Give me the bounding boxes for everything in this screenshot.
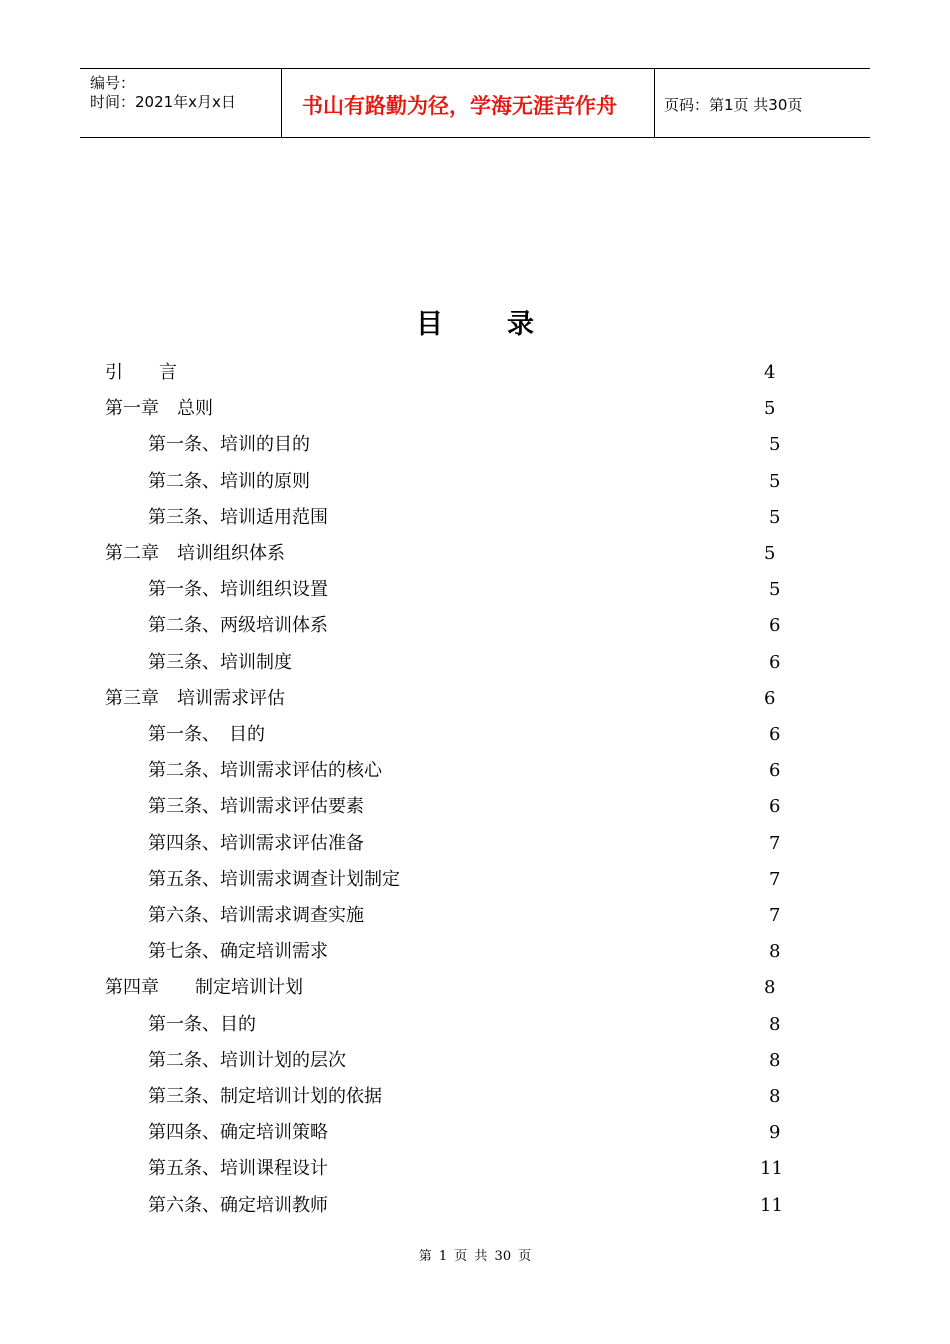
toc-article-row[interactable] xyxy=(148,1085,800,1109)
toc-entry-page: 8 xyxy=(769,1013,781,1035)
toc-article-row[interactable] xyxy=(148,433,800,457)
toc-entry-title: 第七条、确定培训需求 xyxy=(148,941,328,963)
toc-article-row[interactable] xyxy=(148,940,800,964)
toc-article-row[interactable] xyxy=(148,578,800,602)
toc-article-row[interactable] xyxy=(148,470,800,494)
toc-article-row[interactable] xyxy=(148,1013,800,1037)
toc-entry-title: 第一条、培训的目的 xyxy=(148,434,310,456)
toc-chapter-row[interactable] xyxy=(105,687,800,711)
toc-entry-title: 第二条、培训需求评估的核心 xyxy=(148,760,382,782)
toc-entry-title: 第四章 制定培训计划 xyxy=(105,977,303,999)
toc-entry-title: 第一条、目的 xyxy=(148,1013,256,1035)
toc-article-row[interactable] xyxy=(148,759,800,783)
toc-entry-title: 第三条、培训适用范围 xyxy=(148,506,328,528)
toc-entry-page: 5 xyxy=(769,434,781,456)
toc-entry-title: 第四条、培训需求评估准备 xyxy=(148,832,364,854)
toc-chapter-row[interactable] xyxy=(105,361,800,385)
toc-entry-title: 第三条、制定培训计划的依据 xyxy=(148,1086,382,1107)
toc-entry-page: 11 xyxy=(760,1158,783,1180)
toc-entry-page: 7 xyxy=(769,905,781,926)
toc-article-row[interactable] xyxy=(148,651,800,675)
toc-entry-title: 第四条、确定培训策略 xyxy=(148,1122,328,1144)
toc-entry-page: 8 xyxy=(769,941,781,963)
toc-article-row[interactable] xyxy=(148,868,800,892)
toc-entry-page: 6 xyxy=(769,724,781,745)
toc-entry-page: 5 xyxy=(769,506,781,528)
toc-entry-title: 第五条、培训课程设计 xyxy=(148,1158,328,1180)
toc-entry-title: 第六条、确定培训教师 xyxy=(148,1194,328,1216)
toc-entry-title: 第二条、培训计划的层次 xyxy=(148,1049,346,1071)
toc-entry-title: 第一条、 目的 xyxy=(148,724,265,745)
toc-article-row[interactable] xyxy=(148,1121,800,1145)
toc-entry-title: 第三章 培训需求评估 xyxy=(105,687,285,709)
header-motto: 书山有路勤为径，学海无涯苦作舟 xyxy=(302,94,617,118)
toc-entry-page: 8 xyxy=(769,1086,781,1107)
toc-entry-title: 第二条、两级培训体系 xyxy=(148,615,328,637)
document-number-label: 编号： xyxy=(90,74,136,92)
toc-entry-page: 6 xyxy=(764,687,776,709)
toc-entry-title: 第二条、培训的原则 xyxy=(148,470,310,492)
toc-entry-page: 4 xyxy=(764,362,776,383)
toc-entry-title: 第二章 培训组织体系 xyxy=(105,543,285,564)
toc-entry-title: 第五条、培训需求调查计划制定 xyxy=(148,868,400,890)
toc-article-row[interactable] xyxy=(148,795,800,819)
toc-entry-page: 6 xyxy=(769,651,781,673)
toc-entry-page: 6 xyxy=(769,796,781,818)
toc-entry-title: 第一章 总则 xyxy=(105,398,213,420)
page-footer: 第 1 页 共 30 页 xyxy=(418,1249,532,1264)
toc-entry-page: 5 xyxy=(769,470,781,492)
toc-entry-page: 5 xyxy=(764,543,776,564)
toc-article-row[interactable] xyxy=(148,723,800,747)
toc-entry-title: 第一条、培训组织设置 xyxy=(148,579,328,601)
toc-entry-page: 5 xyxy=(769,579,781,601)
toc-article-row[interactable] xyxy=(148,1157,800,1181)
toc-entry-page: 6 xyxy=(769,760,781,782)
toc-article-row[interactable] xyxy=(148,614,800,638)
toc-title-right: 录 xyxy=(507,309,534,340)
toc-chapter-row[interactable] xyxy=(105,976,800,1000)
toc-article-row[interactable] xyxy=(148,832,800,856)
toc-entry-title: 第三条、培训需求评估要素 xyxy=(148,796,364,818)
toc-article-row[interactable] xyxy=(148,506,800,530)
toc-article-row[interactable] xyxy=(148,1049,800,1073)
toc-entry-page: 11 xyxy=(760,1194,783,1216)
toc-entry-page: 8 xyxy=(764,977,776,999)
toc-article-row[interactable] xyxy=(148,1194,800,1218)
toc-entry-page: 9 xyxy=(769,1122,781,1144)
toc-entry-page: 8 xyxy=(769,1049,781,1071)
toc-title-left: 目 xyxy=(416,309,443,340)
toc-entry-title: 第三条、培训制度 xyxy=(148,651,292,673)
toc-entry-page: 6 xyxy=(769,615,781,637)
toc-entry-page: 7 xyxy=(769,832,781,854)
toc-entry-title: 引 言 xyxy=(105,362,177,383)
toc-entry-page: 5 xyxy=(764,398,776,420)
toc-article-row[interactable] xyxy=(148,904,800,928)
toc-chapter-row[interactable] xyxy=(105,542,800,566)
document-time-label: 时间：2021年x月x日 xyxy=(90,93,236,111)
toc-entry-page: 7 xyxy=(769,868,781,890)
header-page-info: 页码：第1页 共30页 xyxy=(664,96,803,114)
toc-entry-title: 第六条、培训需求调查实施 xyxy=(148,905,364,926)
toc-chapter-row[interactable] xyxy=(105,397,800,421)
